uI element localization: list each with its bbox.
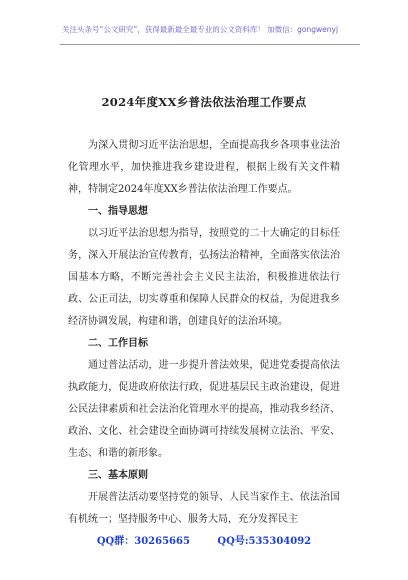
intro-paragraph: 为深入贯彻习近平法治思想，全面提高我乡各项事业法治化管理水平，加快推进我乡建设进程，根据上级有关文件精神，特制定2024年度XX乡普法依法治理工作要点。 [68,140,340,195]
section-heading-guiding-ideology: 一、指导思想 [88,206,148,217]
basic-principles-paragraph: 开展普法活动要坚持党的领导、人民当家作主、依法治国有机统一；坚持服务中心、服务大局，充分发挥民主 [68,492,340,525]
footer-qq-group: QQ群：30265665 [96,536,190,547]
document-body [68,135,340,531]
header-text: 关注头条号“公文研究”，获得最新最全最专业的公文资料库！ 加微信：gongwenyj [62,25,339,34]
work-goals-paragraph: 通过普法活动，进一步提升普法效果，促进党委提高依法执政能力，促进政府依法行政，促进基层民主政治建设，促进公民法律素质和社会法治化管理水平的提高，推动我乡经济、政治、文化、社会建设全面协调可持续发展树立法治、平安、生态、和谐的新形象。 [68,360,340,459]
header-divider [60,44,360,45]
footer-qq-number: QQ号:535304092 [217,536,312,547]
section-heading-work-goals: 二、工作目标 [88,338,148,349]
footer [0,532,408,547]
guiding-ideology-paragraph: 以习近平法治思想为指导，按照党的二十大确定的目标任务，深入开展法治宣传教育，弘扬法治精神，全面落实依法治国基本方略，不断完善社会主义民主法治，积极推进依法行政、公正司法，切实尊重和保障人民群众的权益，为促进我乡经济协调发展，构建和谐，创建良好的法治环境。 [68,228,340,327]
section-heading-basic-principles: 三、基本原则 [88,470,148,481]
document-title: 2024年度XX乡普法依法治理工作要点 [101,95,307,109]
